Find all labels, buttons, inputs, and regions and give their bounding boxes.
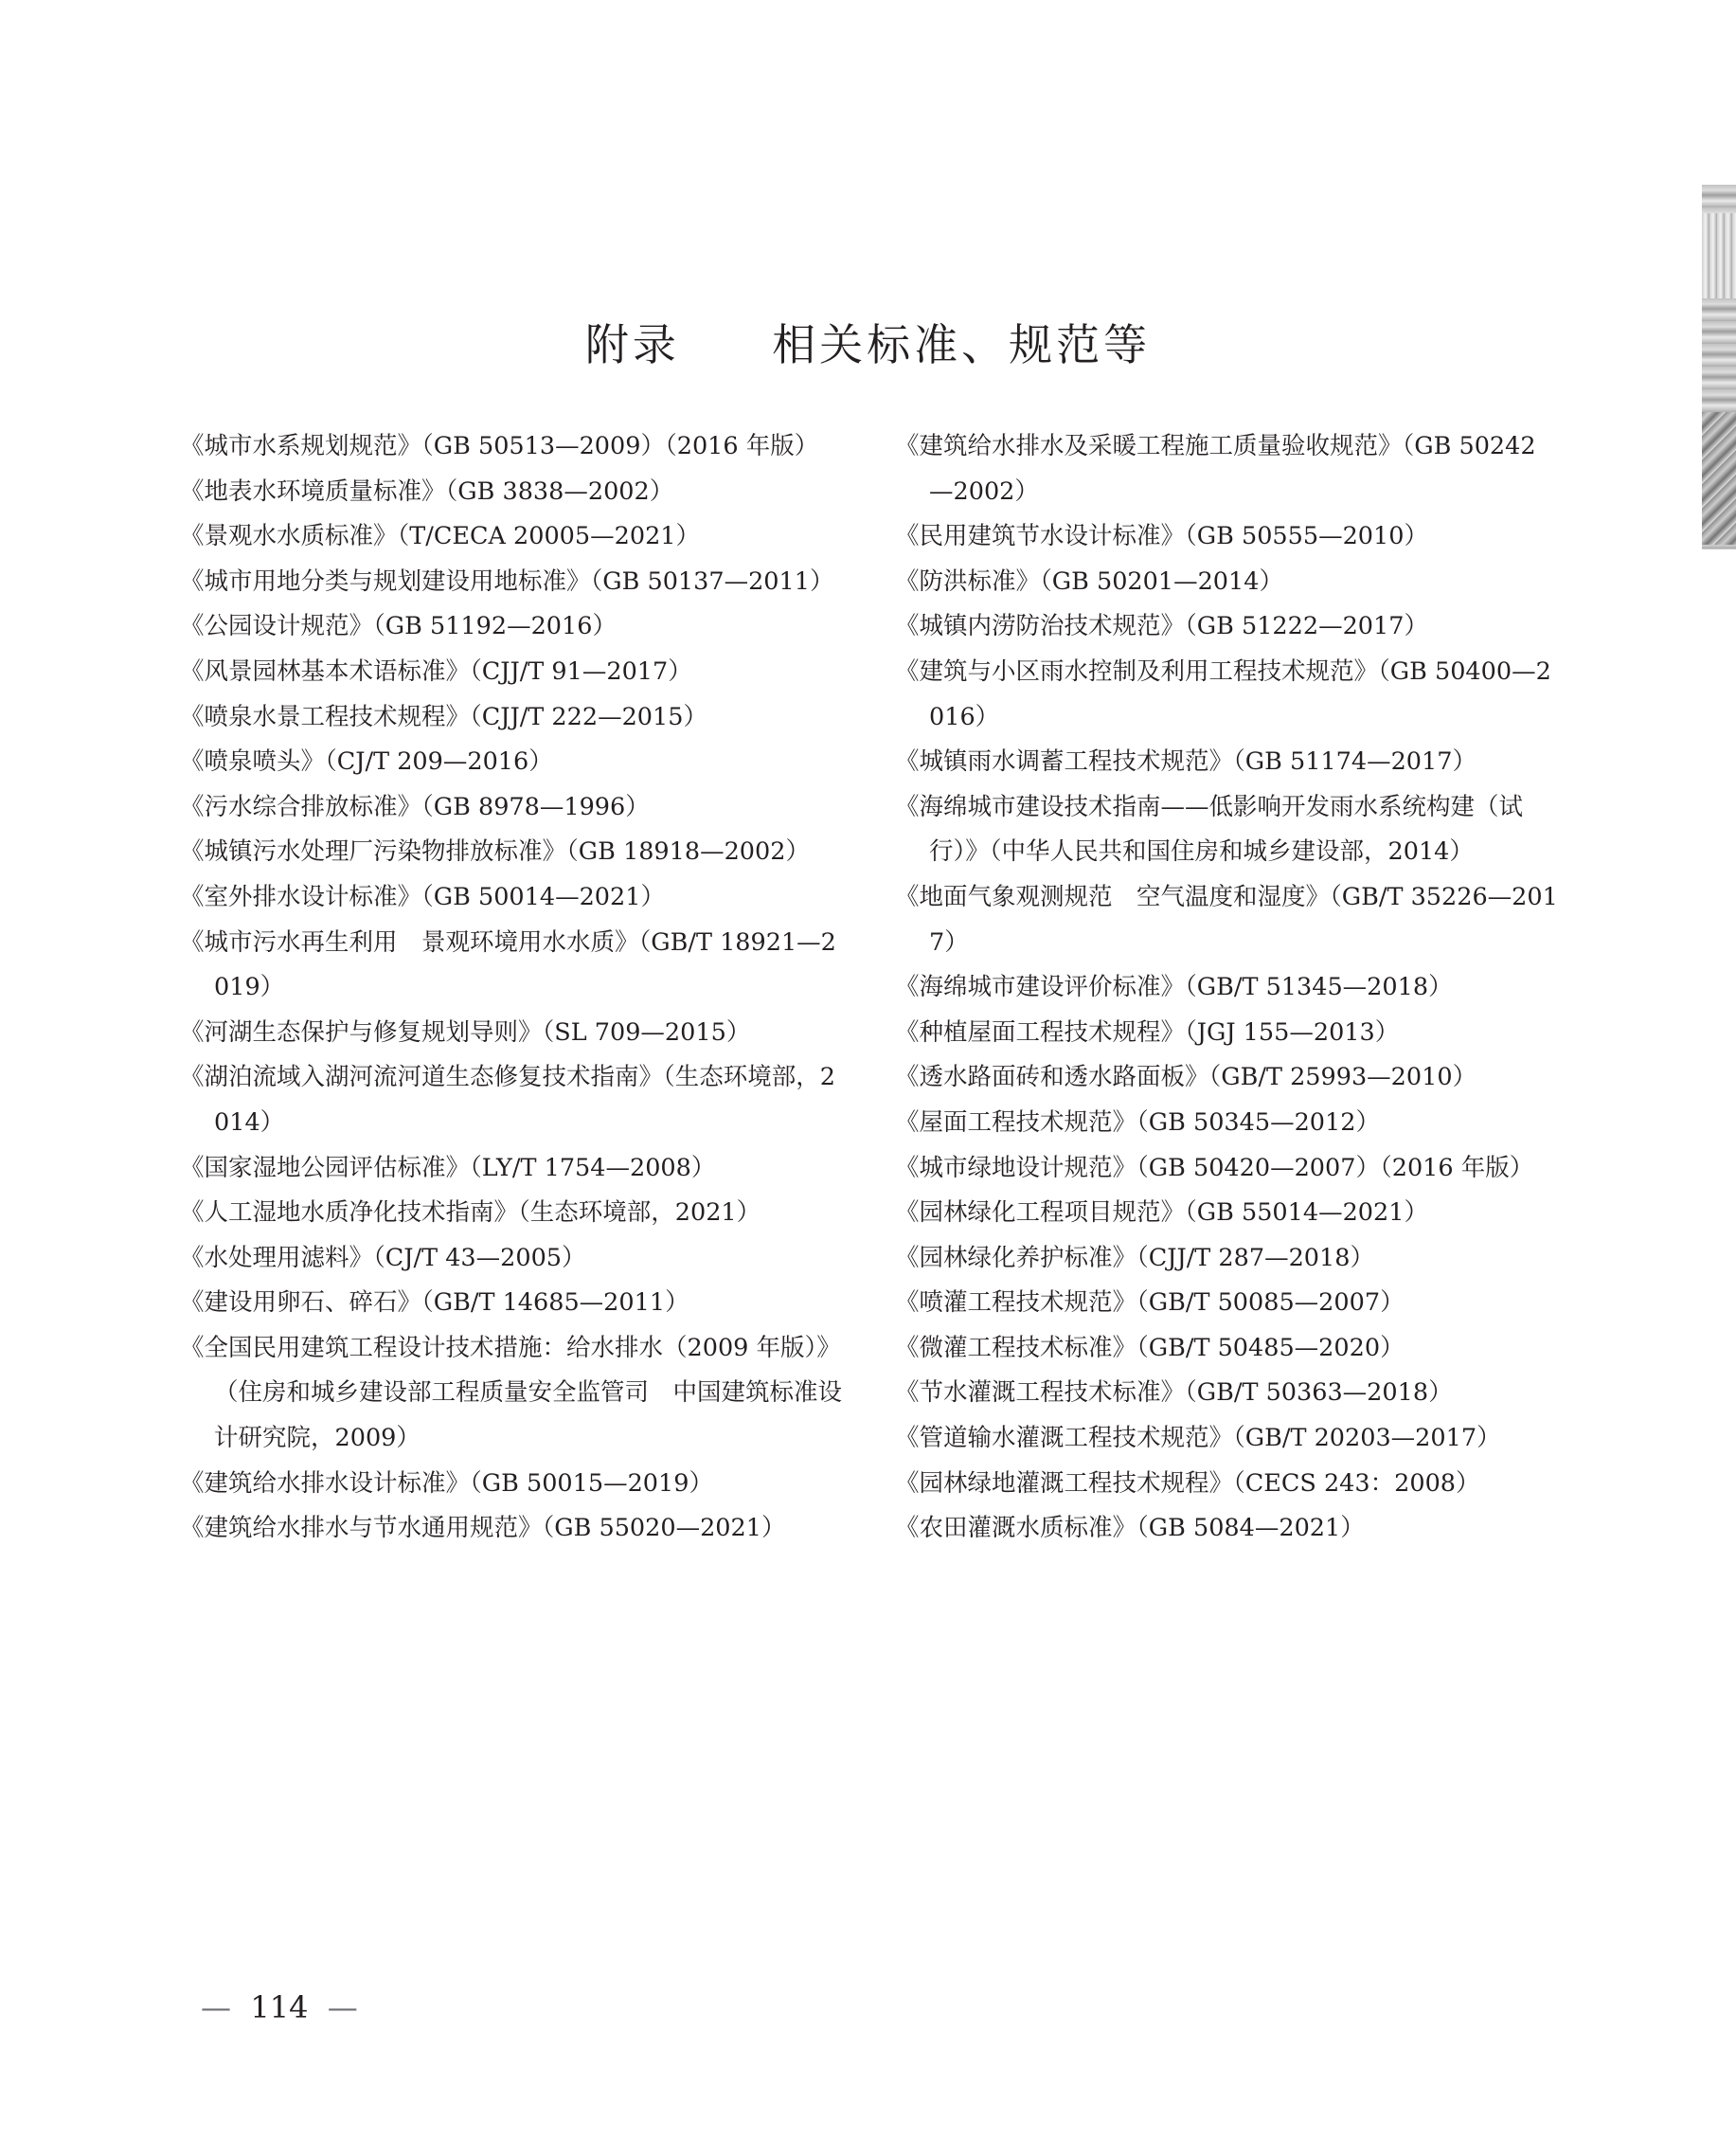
page-number-dash-right: —	[327, 1989, 358, 2025]
reference-entry: 《管道输水灌溉工程技术规范》（GB/T 20203—2017）	[895, 1424, 1501, 1453]
edge-photo-strip	[1702, 185, 1736, 549]
page-number-dash-left: —	[201, 1989, 231, 2025]
reference-entry: 《地面气象观测规范 空气温度和湿度》（GB/T 35226—2017）	[895, 882, 1558, 957]
reference-entry: 《地表水环境质量标准》（GB 3838—2002）	[180, 476, 674, 506]
reference-entry: 《喷泉水景工程技术规程》（CJJ/T 222—2015）	[180, 702, 707, 731]
reference-entry: 《人工湿地水质净化技术指南》（生态环境部，2021）	[180, 1198, 761, 1228]
reference-entry: 《河湖生态保护与修复规划导则》（SL 709—2015）	[180, 1017, 751, 1047]
edge-photo-segment	[1702, 412, 1736, 545]
reference-entry: 《园林绿化养护标准》（CJJ/T 287—2018）	[895, 1243, 1374, 1272]
reference-entry: 《屋面工程技术规范》（GB 50345—2012）	[895, 1107, 1380, 1137]
reference-entry: 《污水综合排放标准》（GB 8978—1996）	[180, 792, 650, 821]
right-column	[895, 424, 1558, 1552]
reference-entry: 《城镇雨水调蓄工程技术规范》（GB 51174—2017）	[895, 747, 1476, 777]
reference-entry: 《水处理用滤料》（CJ/T 43—2005）	[180, 1243, 586, 1272]
reference-entry: 《种植屋面工程技术规程》（JGJ 155—2013）	[895, 1017, 1400, 1047]
reference-entry: 《园林绿化工程项目规范》（GB 55014—2021）	[895, 1198, 1428, 1228]
reference-entry: 《公园设计规范》（GB 51192—2016）	[180, 612, 617, 641]
reference-entry: 《喷泉喷头》（CJ/T 209—2016）	[180, 747, 553, 777]
page-number: 114	[250, 1989, 309, 2025]
reference-entry: 《防洪标准》（GB 50201—2014）	[895, 566, 1283, 596]
reference-entry: 《风景园林基本术语标准》（CJJ/T 91—2017）	[180, 656, 692, 686]
reference-entry: 《民用建筑节水设计标准》（GB 50555—2010）	[895, 522, 1428, 551]
page-number-footer	[201, 1989, 358, 2025]
reference-entry: 《建筑给水排水及采暖工程施工质量验收规范》（GB 50242—2002）	[895, 432, 1536, 506]
reference-entry: 《城镇污水处理厂污染物排放标准》（GB 18918—2002）	[180, 837, 810, 867]
reference-entry: 《节水灌溉工程技术标准》（GB/T 50363—2018）	[895, 1378, 1453, 1408]
page-title: 附录 相关标准、规范等	[584, 319, 1152, 370]
reference-entry: 《农田灌溉水质标准》（GB 5084—2021）	[895, 1514, 1365, 1543]
reference-entry: 《湖泊流域入湖河流河道生态修复技术指南》（生态环境部，2014）	[180, 1063, 835, 1137]
reference-entry: 《建筑给水排水设计标准》（GB 50015—2019）	[180, 1468, 713, 1498]
reference-entry: 《全国民用建筑工程设计技术措施：给水排水（2009 年版）》（住房和城乡建设部工程质量安全监管司 中国建筑标准设计研究院，2009）	[180, 1333, 843, 1453]
left-column	[180, 424, 843, 1552]
reference-entry: 《城镇内涝防治技术规范》（GB 51222—2017）	[895, 612, 1428, 641]
reference-entry: 《海绵城市建设评价标准》（GB/T 51345—2018）	[895, 973, 1453, 1002]
reference-entry: 《景观水水质标准》（T/CECA 20005—2021）	[180, 522, 701, 551]
reference-entry: 《建筑给水排水与节水通用规范》（GB 55020—2021）	[180, 1514, 786, 1543]
reference-entry: 《室外排水设计标准》（GB 50014—2021）	[180, 882, 665, 911]
reference-entry: 《城市水系规划规范》（GB 50513—2009）（2016 年版）	[180, 432, 819, 460]
reference-entry: 《建筑与小区雨水控制及利用工程技术规范》（GB 50400—2016）	[895, 656, 1551, 731]
reference-entry: 《海绵城市建设技术指南——低影响开发雨水系统构建（试行）》（中华人民共和国住房和城乡建设部，2014）	[895, 792, 1524, 867]
reference-entry: 《城市绿地设计规范》（GB 50420—2007）（2016 年版）	[895, 1153, 1534, 1182]
reference-entry: 《建设用卵石、碎石》（GB/T 14685—2011）	[180, 1288, 689, 1318]
edge-photo-segment	[1702, 213, 1736, 298]
reference-entry: 《国家湿地公园评估标准》（LY/T 1754—2008）	[180, 1153, 716, 1182]
reference-entry: 《城市用地分类与规划建设用地标准》（GB 50137—2011）	[180, 566, 834, 596]
reference-entry: 《喷灌工程技术规范》（GB/T 50085—2007）	[895, 1288, 1405, 1318]
reference-entry: 《园林绿地灌溉工程技术规程》（CECS 243：2008）	[895, 1468, 1480, 1498]
reference-entry: 《城市污水再生利用 景观环境用水水质》（GB/T 18921—2019）	[180, 927, 836, 1002]
reference-entry: 《透水路面砖和透水路面板》（GB/T 25993—2010）	[895, 1063, 1477, 1092]
reference-entry: 《微灌工程技术标准》（GB/T 50485—2020）	[895, 1333, 1405, 1362]
